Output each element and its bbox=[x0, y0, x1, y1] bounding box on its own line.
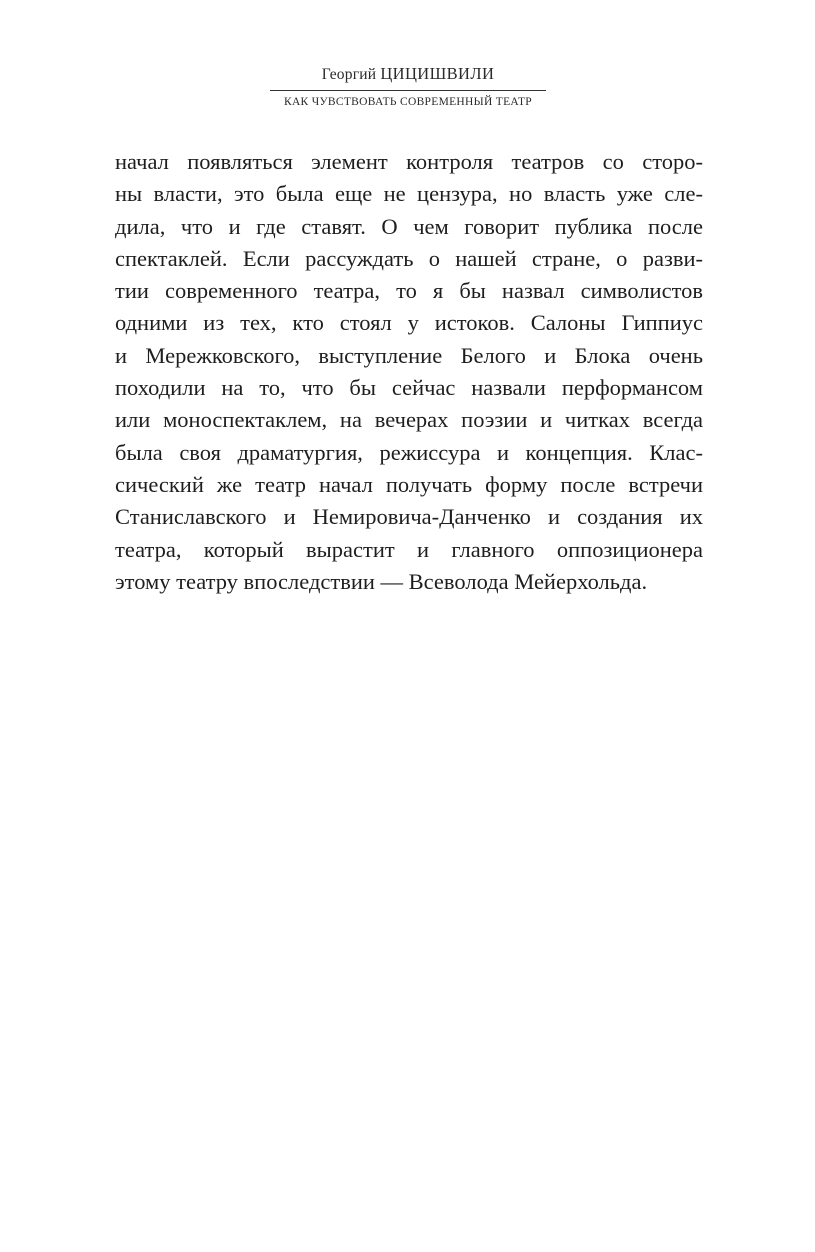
text-line: театра, который вырастит и главного оппозиционера bbox=[115, 536, 703, 562]
author-name bbox=[270, 62, 546, 87]
text-line: этому театру впоследствии — Всеволода Мейерхольда. bbox=[115, 568, 648, 594]
text-line: походили на то, что бы сейчас назвали перформансом bbox=[115, 375, 703, 401]
text-line: начал появляться элемент контроля театров со сторо- bbox=[115, 149, 703, 174]
text-line: дила, что и где ставят. О чем говорит публика после bbox=[115, 213, 703, 239]
text-line: одними из тех, кто стоял у истоков. Салоны Гиппиус bbox=[115, 310, 703, 336]
running-header bbox=[270, 62, 546, 111]
text-line: спектаклей. Если рассуждать о нашей стране, о разви- bbox=[115, 245, 703, 271]
text-line: тии современного театра, то я бы назвал символистов bbox=[115, 278, 703, 304]
text-line: Станиславского и Немировича-Данченко и создания их bbox=[115, 504, 703, 530]
text-line: была своя драматургия, режиссура и концепция. Клас- bbox=[115, 439, 703, 465]
author-first-name: Георгий bbox=[321, 66, 377, 83]
text-line: или моноспектаклем, на вечерах поэзии и читках всегда bbox=[115, 407, 703, 433]
text-line: сический же театр начал получать форму после встречи bbox=[115, 471, 703, 497]
text-line: и Мережковского, выступление Белого и Блока очень bbox=[115, 342, 703, 368]
body-text bbox=[115, 146, 703, 598]
book-title: КАК ЧУВСТВОВАТЬ СОВРЕМЕННЫЙ ТЕАТР bbox=[283, 96, 533, 108]
header-rule bbox=[270, 90, 546, 91]
author-last-name: ЦИЦИШВИЛИ bbox=[380, 64, 495, 83]
text-line: ны власти, это была еще не цензура, но власть уже сле- bbox=[115, 181, 703, 207]
